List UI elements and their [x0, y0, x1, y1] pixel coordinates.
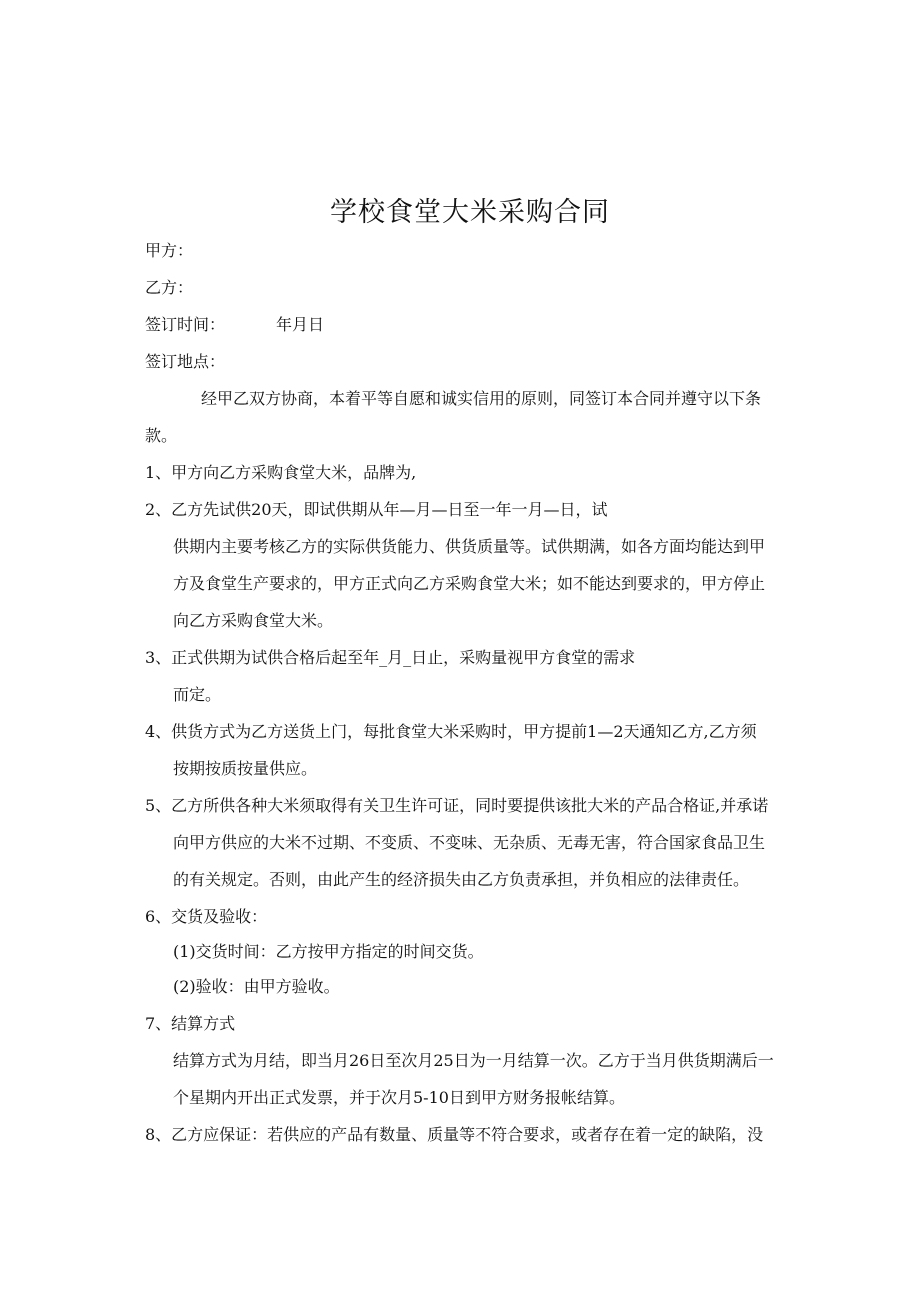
intro-line-1: 经甲乙双方协商，本着平等自愿和诚实信用的原则，同签订本合同并遵守以下条 [201, 389, 762, 408]
clause-2-line-3: 方及食堂生产要求的，甲方正式向乙方采购食堂大米；如不能达到要求的，甲方停止 [173, 574, 766, 593]
clause-7-heading: 7、结算方式 [145, 1014, 236, 1033]
intro-line-2: 款。 [145, 426, 178, 445]
clause-6-item-1: (1)交货时间：乙方按甲方指定的时间交货。 [173, 942, 484, 961]
clause-5-line-3: 的有关规定。否则，由此产生的经济损失由乙方负责承担，并负相应的法律责任。 [173, 870, 750, 889]
clause-4-line-1: 4、供货方式为乙方送货上门，每批食堂大米采购时，甲方提前1—2天通知乙方,乙方须 [145, 722, 757, 741]
document-title: 学校食堂大米采购合同 [330, 197, 610, 228]
clause-8-line-1: 8、乙方应保证：若供应的产品有数量、质量等不符合要求，或者存在着一定的缺陷，没 [145, 1125, 764, 1144]
clause-2-line-1: 2、乙方先试供20天，即试供期从年—月—日至一年一月—日，试 [145, 500, 608, 519]
party-a-label: 甲方： [145, 241, 194, 260]
clause-7-body-line-2: 个星期内开出正式发票，并于次月5-10日到甲方财务报帐结算。 [173, 1088, 625, 1107]
clause-6-heading: 6、交货及验收： [145, 907, 268, 926]
clause-3-line-2: 而定。 [173, 685, 222, 704]
party-b-label: 乙方： [145, 278, 194, 297]
clause-5-line-1: 5、乙方所供各种大米须取得有关卫生许可证，同时要提供该批大米的产品合格证,并承诺 [145, 796, 769, 815]
sign-place-label: 签订地点： [145, 352, 226, 371]
clause-1: 1、甲方向乙方采购食堂大米，品牌为, [145, 463, 417, 482]
clause-4-line-2: 按期按质按量供应。 [173, 759, 318, 778]
clause-2-line-4: 向乙方采购食堂大米。 [173, 611, 334, 630]
sign-time-label: 签订时间： [145, 315, 226, 334]
clause-7-body-line-1: 结算方式为月结，即当月26日至次月25日为一月结算一次。乙方于当月供货期满后一 [173, 1051, 774, 1070]
clause-5-line-2: 向甲方供应的大米不过期、不变质、不变味、无杂质、无毒无害，符合国家食品卫生 [173, 833, 766, 852]
sign-time-value: 年月日 [276, 315, 325, 334]
clause-2-line-2: 供期内主要考核乙方的实际供货能力、供货质量等。试供期满，如各方面均能达到甲 [173, 537, 766, 556]
clause-6-item-2: (2)验收：由甲方验收。 [173, 977, 340, 996]
clause-3-line-1: 3、正式供期为试供合格后起至年_月_日止，采购量视甲方食堂的需求 [145, 648, 636, 667]
